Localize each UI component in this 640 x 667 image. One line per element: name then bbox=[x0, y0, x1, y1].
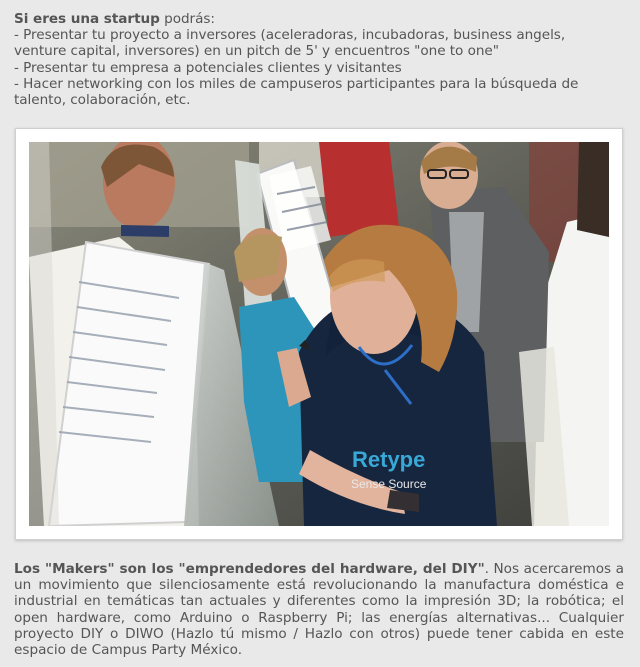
benefit-line: - Presentar tu empresa a potenciales clientes y visitantes bbox=[14, 59, 402, 76]
photo-frame bbox=[15, 128, 623, 540]
benefit-line: venture capital, inversores) en un pitch de 5' y encuentros "one to one" bbox=[14, 43, 499, 60]
shirt-text-primary: Retype bbox=[352, 447, 426, 472]
makers-lead-bold: Los "Makers" son los "emprendedores del hardware, del DIY" bbox=[14, 561, 485, 577]
makers-paragraph bbox=[14, 561, 624, 658]
event-photo bbox=[29, 142, 609, 526]
shirt-text-secondary: Sense Source bbox=[351, 477, 427, 491]
startup-lead-bold: Si eres una startup bbox=[14, 11, 160, 27]
startup-lead-rest: podrás: bbox=[159, 11, 215, 27]
benefit-line: talento, colaboración, etc. bbox=[14, 92, 191, 109]
benefit-line: - Hacer networking con los miles de campuseros participantes para la búsqueda de bbox=[14, 75, 579, 92]
makers-body: . Nos acercaremos a un movimiento que silenciosamente está revolucionando la manufactura doméstica e industrial en temáticas tan actuales y diferentes como la impresión 3D; la robótica; el open hardware, como Arduino o Raspberry Pi; las energías alternativas... Cualquier proyecto DIY o DIWO (Hazlo tú mismo / Hazlo con otros) puede tener cabida en este espacio de Campus Party México. bbox=[14, 561, 624, 659]
startup-lead-line bbox=[14, 11, 626, 27]
benefit-line: - Presentar tu proyecto a inversores (aceleradoras, incubadoras, business angels, bbox=[14, 27, 566, 44]
event-photo-illustration bbox=[29, 142, 609, 526]
startup-benefits-text bbox=[14, 11, 626, 108]
